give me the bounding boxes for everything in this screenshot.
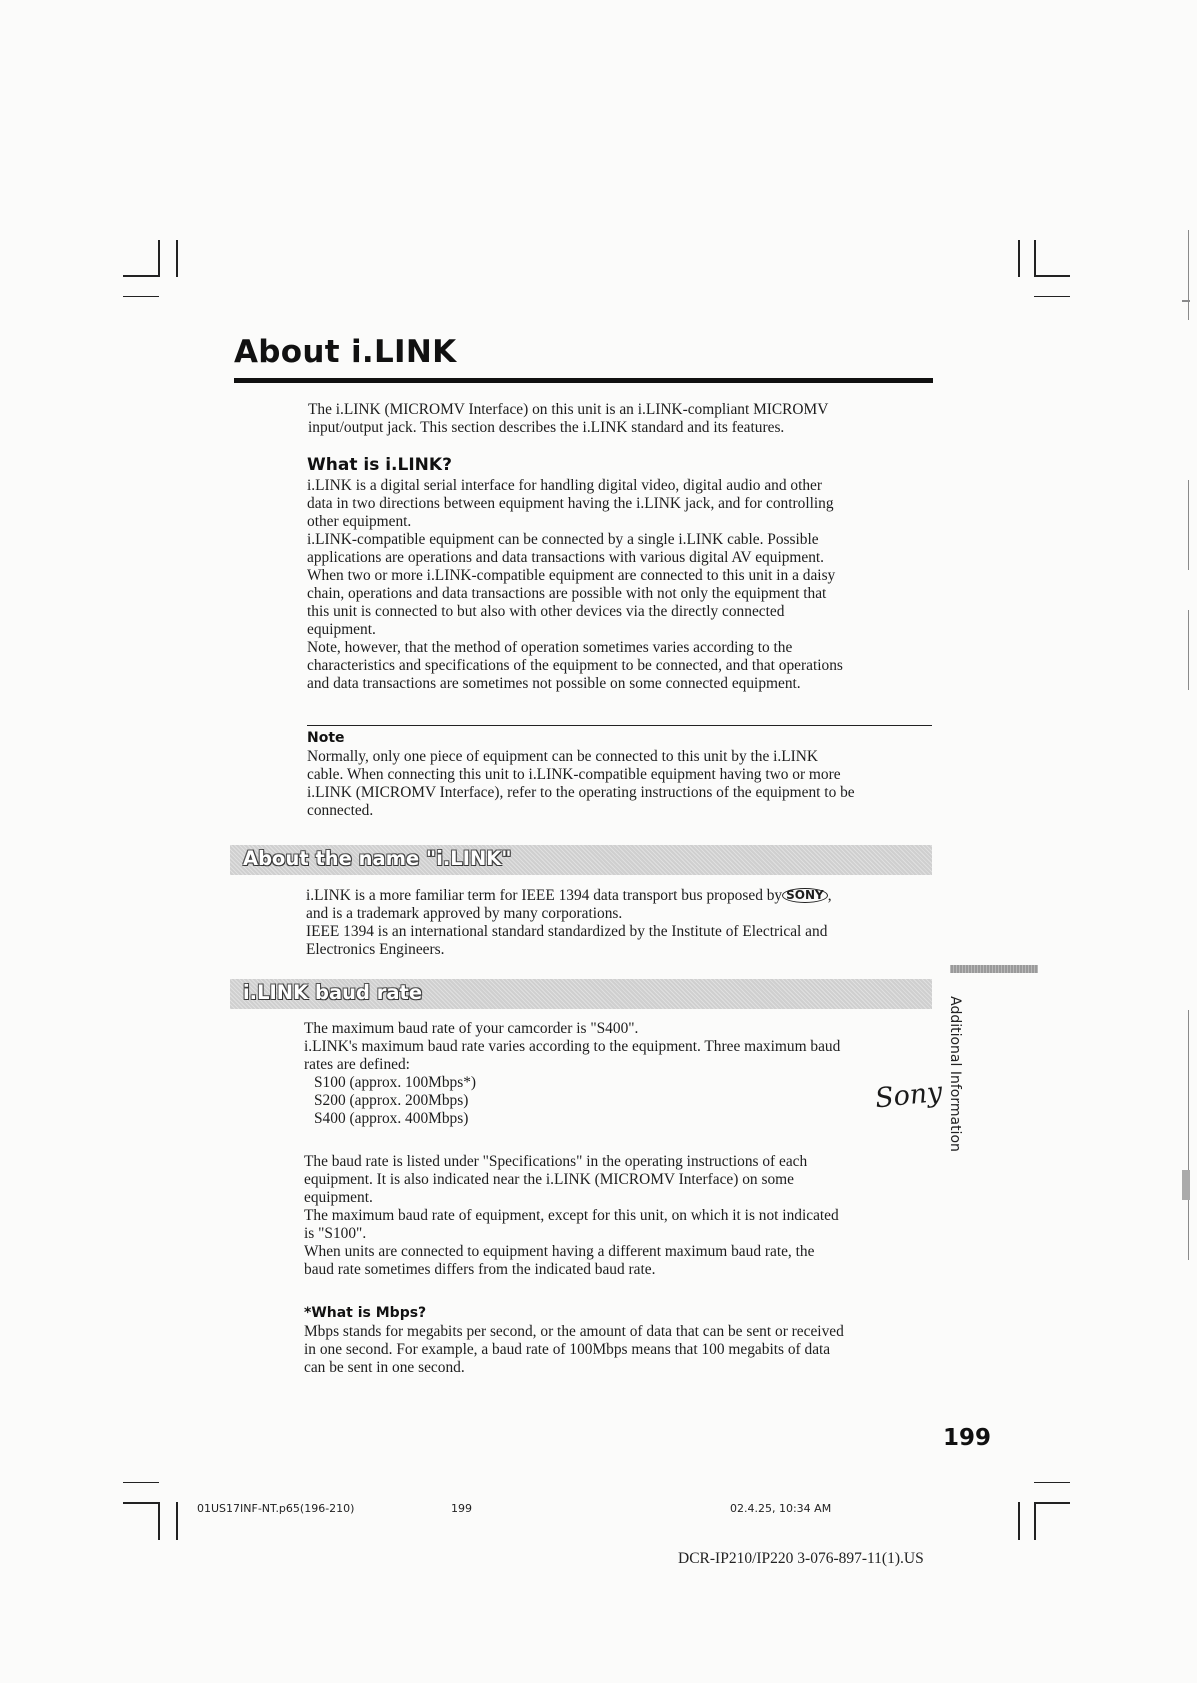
text-line: is "S100". bbox=[304, 1225, 367, 1242]
text-line: The maximum baud rate of equipment, except for this unit, on which it is not indicated bbox=[304, 1207, 839, 1224]
text-line: Mbps stands for megabits per second, or the amount of data that can be sent or received bbox=[304, 1323, 844, 1340]
text-line bbox=[306, 887, 936, 905]
text-line: i.LINK is a digital serial interface for handling digital video, digital audio and other bbox=[307, 477, 823, 494]
text-line: cable. When connecting this unit to i.LINK-compatible equipment having two or more bbox=[307, 766, 841, 783]
text-fragment: , bbox=[827, 887, 832, 904]
text-line: characteristics and specifications of the equipment to be connected, and that operations bbox=[307, 657, 843, 674]
text-line: equipment. bbox=[304, 1189, 373, 1206]
text-line: Normally, only one piece of equipment can be connected to this unit by the i.LINK bbox=[307, 748, 819, 765]
sony-logo: SONY bbox=[782, 888, 828, 903]
text-line: in one second. For example, a baud rate of 100Mbps means that 100 megabits of data bbox=[304, 1341, 831, 1358]
text-line: equipment. bbox=[307, 621, 376, 638]
note-section bbox=[307, 730, 937, 820]
text-line: other equipment. bbox=[307, 513, 412, 530]
text-line: i.LINK-compatible equipment can be connected by a single i.LINK cable. Possible bbox=[307, 531, 819, 548]
section-bar-baud-rate bbox=[230, 979, 932, 1009]
text-line: equipment. It is also indicated near the i.LINK (MICROMV Interface) on some bbox=[304, 1171, 794, 1188]
text-line: When two or more i.LINK-compatible equipment are connected to this unit in a daisy bbox=[307, 567, 836, 584]
rate-item: S200 (approx. 200Mbps) bbox=[314, 1092, 469, 1109]
text-line: Electronics Engineers. bbox=[306, 941, 445, 958]
section-bar-about-name bbox=[230, 845, 932, 875]
text-line: rates are defined: bbox=[304, 1056, 410, 1073]
text-line: data in two directions between equipment having the i.LINK jack, and for controlling bbox=[307, 495, 834, 512]
what-is-section bbox=[307, 455, 937, 693]
text-line: this unit is connected to but also with other devices via the directly connected bbox=[307, 603, 785, 620]
title-rule bbox=[234, 378, 933, 383]
text-line: IEEE 1394 is an international standard standardized by the Institute of Electrical and bbox=[306, 923, 828, 940]
text-line: The maximum baud rate of your camcorder is "S400". bbox=[304, 1020, 639, 1037]
text-line: The baud rate is listed under "Specifications" in the operating instructions of each bbox=[304, 1153, 808, 1170]
baud-rate-section bbox=[304, 1020, 936, 1128]
side-tab-label: Additional Information bbox=[947, 996, 963, 1152]
text-line: When units are connected to equipment having a different maximum baud rate, the bbox=[304, 1243, 815, 1260]
footer-file: 01US17INF-NT.p65(196-210) bbox=[197, 1502, 355, 1515]
footer-timestamp: 02.4.25, 10:34 AM bbox=[730, 1502, 832, 1515]
text-line: applications are operations and data transactions with various digital AV equipment. bbox=[307, 549, 825, 566]
text-line: i.LINK's maximum baud rate varies according to the equipment. Three maximum baud bbox=[304, 1038, 841, 1055]
mbps-heading: *What is Mbps? bbox=[304, 1305, 427, 1321]
note-rule bbox=[307, 725, 932, 726]
text-line: and data transactions are sometimes not possible on some connected equipment. bbox=[307, 675, 801, 692]
footer-page: 199 bbox=[451, 1502, 472, 1515]
mbps-section bbox=[304, 1305, 936, 1377]
intro-paragraph bbox=[308, 401, 938, 437]
what-is-heading: What is i.LINK? bbox=[307, 455, 452, 475]
page-number: 199 bbox=[943, 1425, 992, 1451]
text-line: input/output jack. This section describes the i.LINK standard and its features. bbox=[308, 419, 785, 436]
note-heading: Note bbox=[307, 730, 345, 746]
side-tab-marker bbox=[950, 965, 1038, 973]
text-fragment: i.LINK is a more familiar term for IEEE 1394 data transport bus proposed by bbox=[306, 887, 783, 904]
text-line: baud rate sometimes differs from the indicated baud rate. bbox=[304, 1261, 656, 1278]
text-line: and is a trademark approved by many corporations. bbox=[306, 905, 623, 922]
text-line: can be sent in one second. bbox=[304, 1359, 465, 1376]
text-line: The i.LINK (MICROMV Interface) on this unit is an i.LINK-compliant MICROMV bbox=[308, 401, 829, 418]
rate-item: S100 (approx. 100Mbps*) bbox=[314, 1074, 477, 1091]
handwritten-annotation: Sony bbox=[873, 1076, 944, 1115]
text-line: i.LINK (MICROMV Interface), refer to the operating instructions of the equipment to be bbox=[307, 784, 855, 801]
section-heading: i.LINK baud rate bbox=[243, 981, 423, 1004]
about-name-section bbox=[306, 887, 936, 959]
text-line: connected. bbox=[307, 802, 374, 819]
section-heading: About the name "i.LINK" bbox=[243, 847, 512, 870]
rate-item: S400 (approx. 400Mbps) bbox=[314, 1110, 469, 1127]
text-line: Note, however, that the method of operation sometimes varies according to the bbox=[307, 639, 793, 656]
page-title: About i.LINK bbox=[234, 334, 457, 370]
text-line: chain, operations and data transactions are possible with not only the equipment that bbox=[307, 585, 827, 602]
baud-rate-details bbox=[304, 1153, 936, 1279]
document-code: DCR-IP210/IP220 3-076-897-11(1).US bbox=[678, 1550, 924, 1567]
